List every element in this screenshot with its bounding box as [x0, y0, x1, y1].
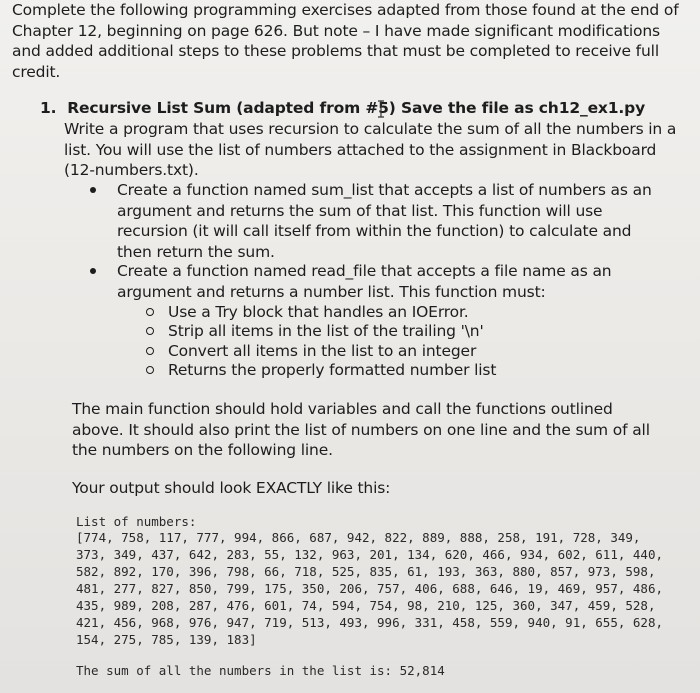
circle-bullet-icon [146, 327, 154, 335]
bullet-text: Create a function named sum_list that accepts a list of numbers as an argument and returns the sum of that list. This function will use recursion (it will call itself from within the function) to calculate and then return the sum. [117, 181, 652, 261]
exercise-title [40, 98, 690, 119]
intro-paragraph: Complete the following programming exercises adapted from those found at the end of Chapter 12, beginning on page 626. But note – I have made significant modifications and added additional steps to these problems that must be completed to receive full credit. [12, 1, 679, 81]
output-sum-line: The sum of all the numbers in the list is: 52,814 [76, 663, 445, 678]
text-cursor-icon [376, 100, 386, 118]
exercise-title-text: Recursive List Sum (adapted from #5) Save the file as ch12_ex1.py [67, 99, 646, 117]
output-instruction: Your output should look EXACTLY like this: [72, 479, 391, 497]
main-function-paragraph: The main function should hold variables and call the functions outlined above. It should also print the list of numbers on one line and the sum of all the numbers on the following line. [72, 400, 650, 459]
sub-item-text: Strip all items in the list of the trailing '\n' [168, 322, 484, 340]
circle-bullet-icon [146, 366, 154, 374]
exercise-number: 1. [40, 99, 57, 117]
circle-bullet-icon [146, 347, 154, 355]
exercise-description: Write a program that uses recursion to calculate the sum of all the numbers in a list. You will use the list of numbers attached to the assignment in Blackboard (12-numbers.txt). [64, 120, 677, 179]
circle-bullet-icon [146, 308, 154, 316]
output-header: List of numbers: [76, 514, 197, 529]
sub-item-text: Use a Try block that handles an IOError. [168, 303, 469, 321]
bullet-text: Create a function named read_file that accepts a file name as an argument and returns a number list. This function must: [117, 262, 612, 301]
sub-item-text: Convert all items in the list to an integer [168, 342, 477, 360]
bullet-icon [90, 187, 96, 193]
bullet-icon [90, 268, 96, 274]
sub-item-text: Returns the properly formatted number list [168, 361, 497, 379]
output-number-list: [774, 758, 117, 777, 994, 866, 687, 942, 822, 889, 888, 258, 191, 728, 349, 373, 349, 437, 642, 283, 55, 132, 963, 201, 134, 620, 466, 934, 602, 611, 440, 582, 892, 170, 396, 798, 66, 718, 525, 835, 61, 193, 363, 880, 857, 973, 598, 481, 277, 827, 850, 799, 175, 350, 206, 757, 406, 688, 646, 19, 469, 957, 486, 435, 989, 208, 287, 476, 601, 74, 594, 754, 98, 210, 125, 360, 347, 459, 528, 421, 456, 968, 976, 947, 719, 513, 493, 996, 331, 458, 559, 940, 91, 655, 628, 154, 275, 785, 139, 183] [76, 530, 663, 647]
